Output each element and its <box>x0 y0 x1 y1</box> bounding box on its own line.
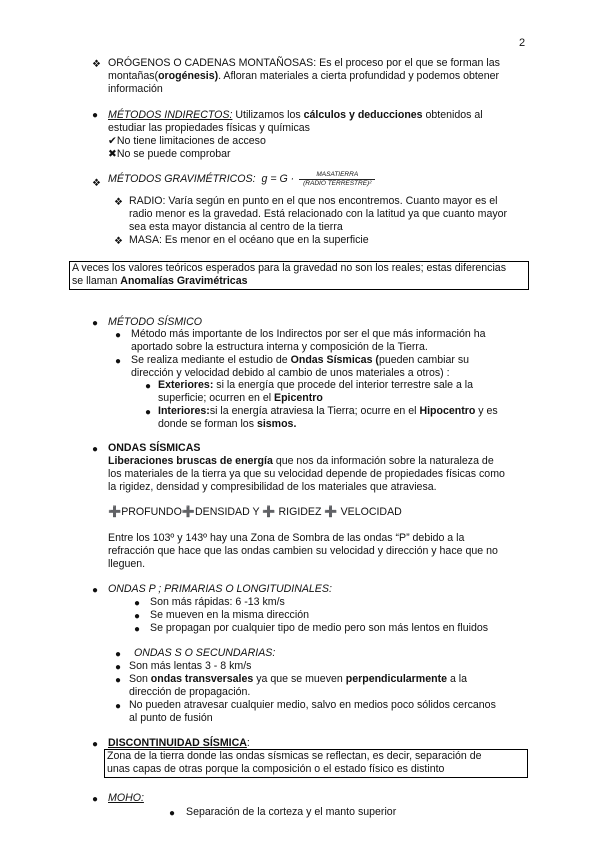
orogenos-section: ORÓGENOS O CADENAS MONTAÑOSAS: Es el proceso por el que se forman las montañas(orogénesis). Afloran materiales a cierta profundidad y podemos obtener información <box>108 57 500 95</box>
diamond-bullet-icon: ❖ <box>92 59 101 70</box>
ondas-s-item-3: No pueden atravesar cualquier medio, salvo en medios poco sólidos cercanos al punto de fusión <box>129 699 496 724</box>
plus-icon: ➕ <box>262 506 276 518</box>
ondas-title: ONDAS SÍSMICAS <box>108 442 201 454</box>
dot-bullet-icon: ● <box>92 444 99 455</box>
plus-icon: ➕ <box>181 506 196 518</box>
ondas-p-title: ONDAS P ; PRIMARIAS O LONGITUDINALES: <box>108 583 332 595</box>
indirectos-section: MÉTODOS INDIRECTOS: Utilizamos los cálculos y deducciones obtenidos al estudiar las propiedades físicas y químicas ✔No tiene limitaciones de acceso ✖No se puede comprobar <box>108 109 483 160</box>
exteriores-item: Exteriores: si la energía que procede del interior terrestre sale a la superficie; ocurren en el Epicentro <box>158 379 474 404</box>
ondas-p-item: Se mueven en la misma dirección <box>150 609 309 621</box>
anomalias-term: Anomalías Gravimétricas <box>120 275 248 287</box>
dot-bullet-icon: ● <box>115 701 122 712</box>
indirectos-title: MÉTODOS INDIRECTOS: <box>108 109 233 121</box>
dot-bullet-icon: ● <box>92 739 99 750</box>
x-mark-icon: ✖ <box>108 148 117 160</box>
interiores-item: Interiores:si la energía atraviesa la Tierra; ocurre en el Hipocentro y es donde se forman los sismos. <box>158 405 498 430</box>
orogenesis-term: orogénesis) <box>158 70 219 82</box>
formula-denominator: (RADIO TERRESTRE)² <box>303 180 372 187</box>
orogenos-title: ORÓGENOS O CADENAS MONTAÑOSAS: <box>108 57 317 69</box>
dot-bullet-icon: ● <box>92 110 99 121</box>
discontinuidad-heading: DISCONTINUIDAD SÍSMICA: <box>108 737 250 749</box>
gravimetricos-heading <box>108 171 375 188</box>
discontinuidad-title: DISCONTINUIDAD SÍSMICA <box>108 737 247 749</box>
formula-numerator: MASATIERRA <box>299 171 375 180</box>
dot-bullet-icon: ● <box>92 318 99 329</box>
diamond-bullet-icon: ❖ <box>114 236 123 247</box>
dot-bullet-icon: ● <box>145 407 152 418</box>
ondas-p-item: Son más rápidas: 6 -13 km/s <box>150 596 285 608</box>
anomalias-text: A veces los valores teóricos esperados para la gravedad no son los reales; estas diferencias se llaman Anomalías Gravimétricas <box>72 262 506 287</box>
dot-bullet-icon: ● <box>134 611 141 622</box>
ondas-section: ONDAS SÍSMICAS Liberaciones bruscas de energía que nos da información sobre la naturaleza de los materiales de la tierra ya que su velocidad depende de propiedades físicas como la rigidez, densidad y compresibilidad de los materiales que atraviesa. <box>108 442 505 493</box>
dot-bullet-icon: ● <box>134 598 141 609</box>
dot-bullet-icon: ● <box>169 808 176 819</box>
plus-icon: ➕ <box>108 506 122 518</box>
gravity-formula-fraction <box>299 171 375 188</box>
zona-sombra-text: Entre los 103º y 143º hay una Zona de Sombra de las ondas “P” debido a la refracción que hace que las ondas cambien su velocidad y dirección y hace que no lleguen. <box>108 532 498 570</box>
dot-bullet-icon: ● <box>115 675 122 686</box>
gravity-formula-lhs: g = G · <box>261 173 295 185</box>
sismico-item-1: Método más importante de los Indirectos por ser el que más información ha aportado sobre la estructura interna y composición de la Tierra. <box>131 328 486 353</box>
moho-title: MOHO: <box>108 792 144 804</box>
dot-bullet-icon: ● <box>145 381 152 392</box>
ondas-p-item: Se propagan por cualquier tipo de medio pero son más lentos en fluidos <box>150 622 489 634</box>
masa-item: MASA: Es menor en el océano que en la superficie <box>129 234 369 246</box>
diamond-bullet-icon: ❖ <box>114 197 123 208</box>
dot-bullet-icon: ● <box>134 624 141 635</box>
dot-bullet-icon: ● <box>115 649 122 660</box>
diamond-bullet-icon: ❖ <box>92 178 101 189</box>
dot-bullet-icon: ● <box>115 330 122 341</box>
gravimetricos-title: MÉTODOS GRAVIMÉTRICOS: <box>108 173 256 185</box>
dot-bullet-icon: ● <box>92 794 99 805</box>
moho-item: Separación de la corteza y el manto superior <box>186 806 397 818</box>
radio-item: RADIO: Varía según en punto en el que nos encontremos. Cuanto mayor es el radio menor es la gravedad. Está relacionado con la latitud ya que cuanto mayor sea esta mayor distancia al centro de la tierra <box>129 195 508 233</box>
ondas-s-title: ONDAS S O SECUNDARIAS: <box>134 647 276 659</box>
plus-icon: ➕ <box>324 506 338 518</box>
sismico-item-2: Se realiza mediante el estudio de Ondas Sísmicas (pueden cambiar su dirección y velocidad debido al cambio de unos materiales a otros) : <box>131 354 470 379</box>
check-icon: ✔ <box>108 135 117 147</box>
dot-bullet-icon: ● <box>115 662 122 673</box>
sismico-title: MÉTODO SÍSMICO <box>108 316 202 328</box>
dot-bullet-icon: ● <box>115 356 122 367</box>
ondas-relation: ➕PROFUNDO➕DENSIDAD Y ➕ RIGIDEZ ➕ VELOCIDAD <box>108 506 402 518</box>
dot-bullet-icon: ● <box>92 585 99 596</box>
ondas-s-item-1: Son más lentas 3 - 8 km/s <box>129 660 252 672</box>
page-number: 2 <box>519 37 526 49</box>
discontinuidad-text: Zona de la tierra donde las ondas sísmicas se reflectan, es decir, separación de unas capas de otras porque la composición o el estado físico es distinto <box>107 750 482 775</box>
ondas-s-item-2: Son ondas transversales ya que se mueven perpendicularmente a la dirección de propagación. <box>129 673 468 698</box>
